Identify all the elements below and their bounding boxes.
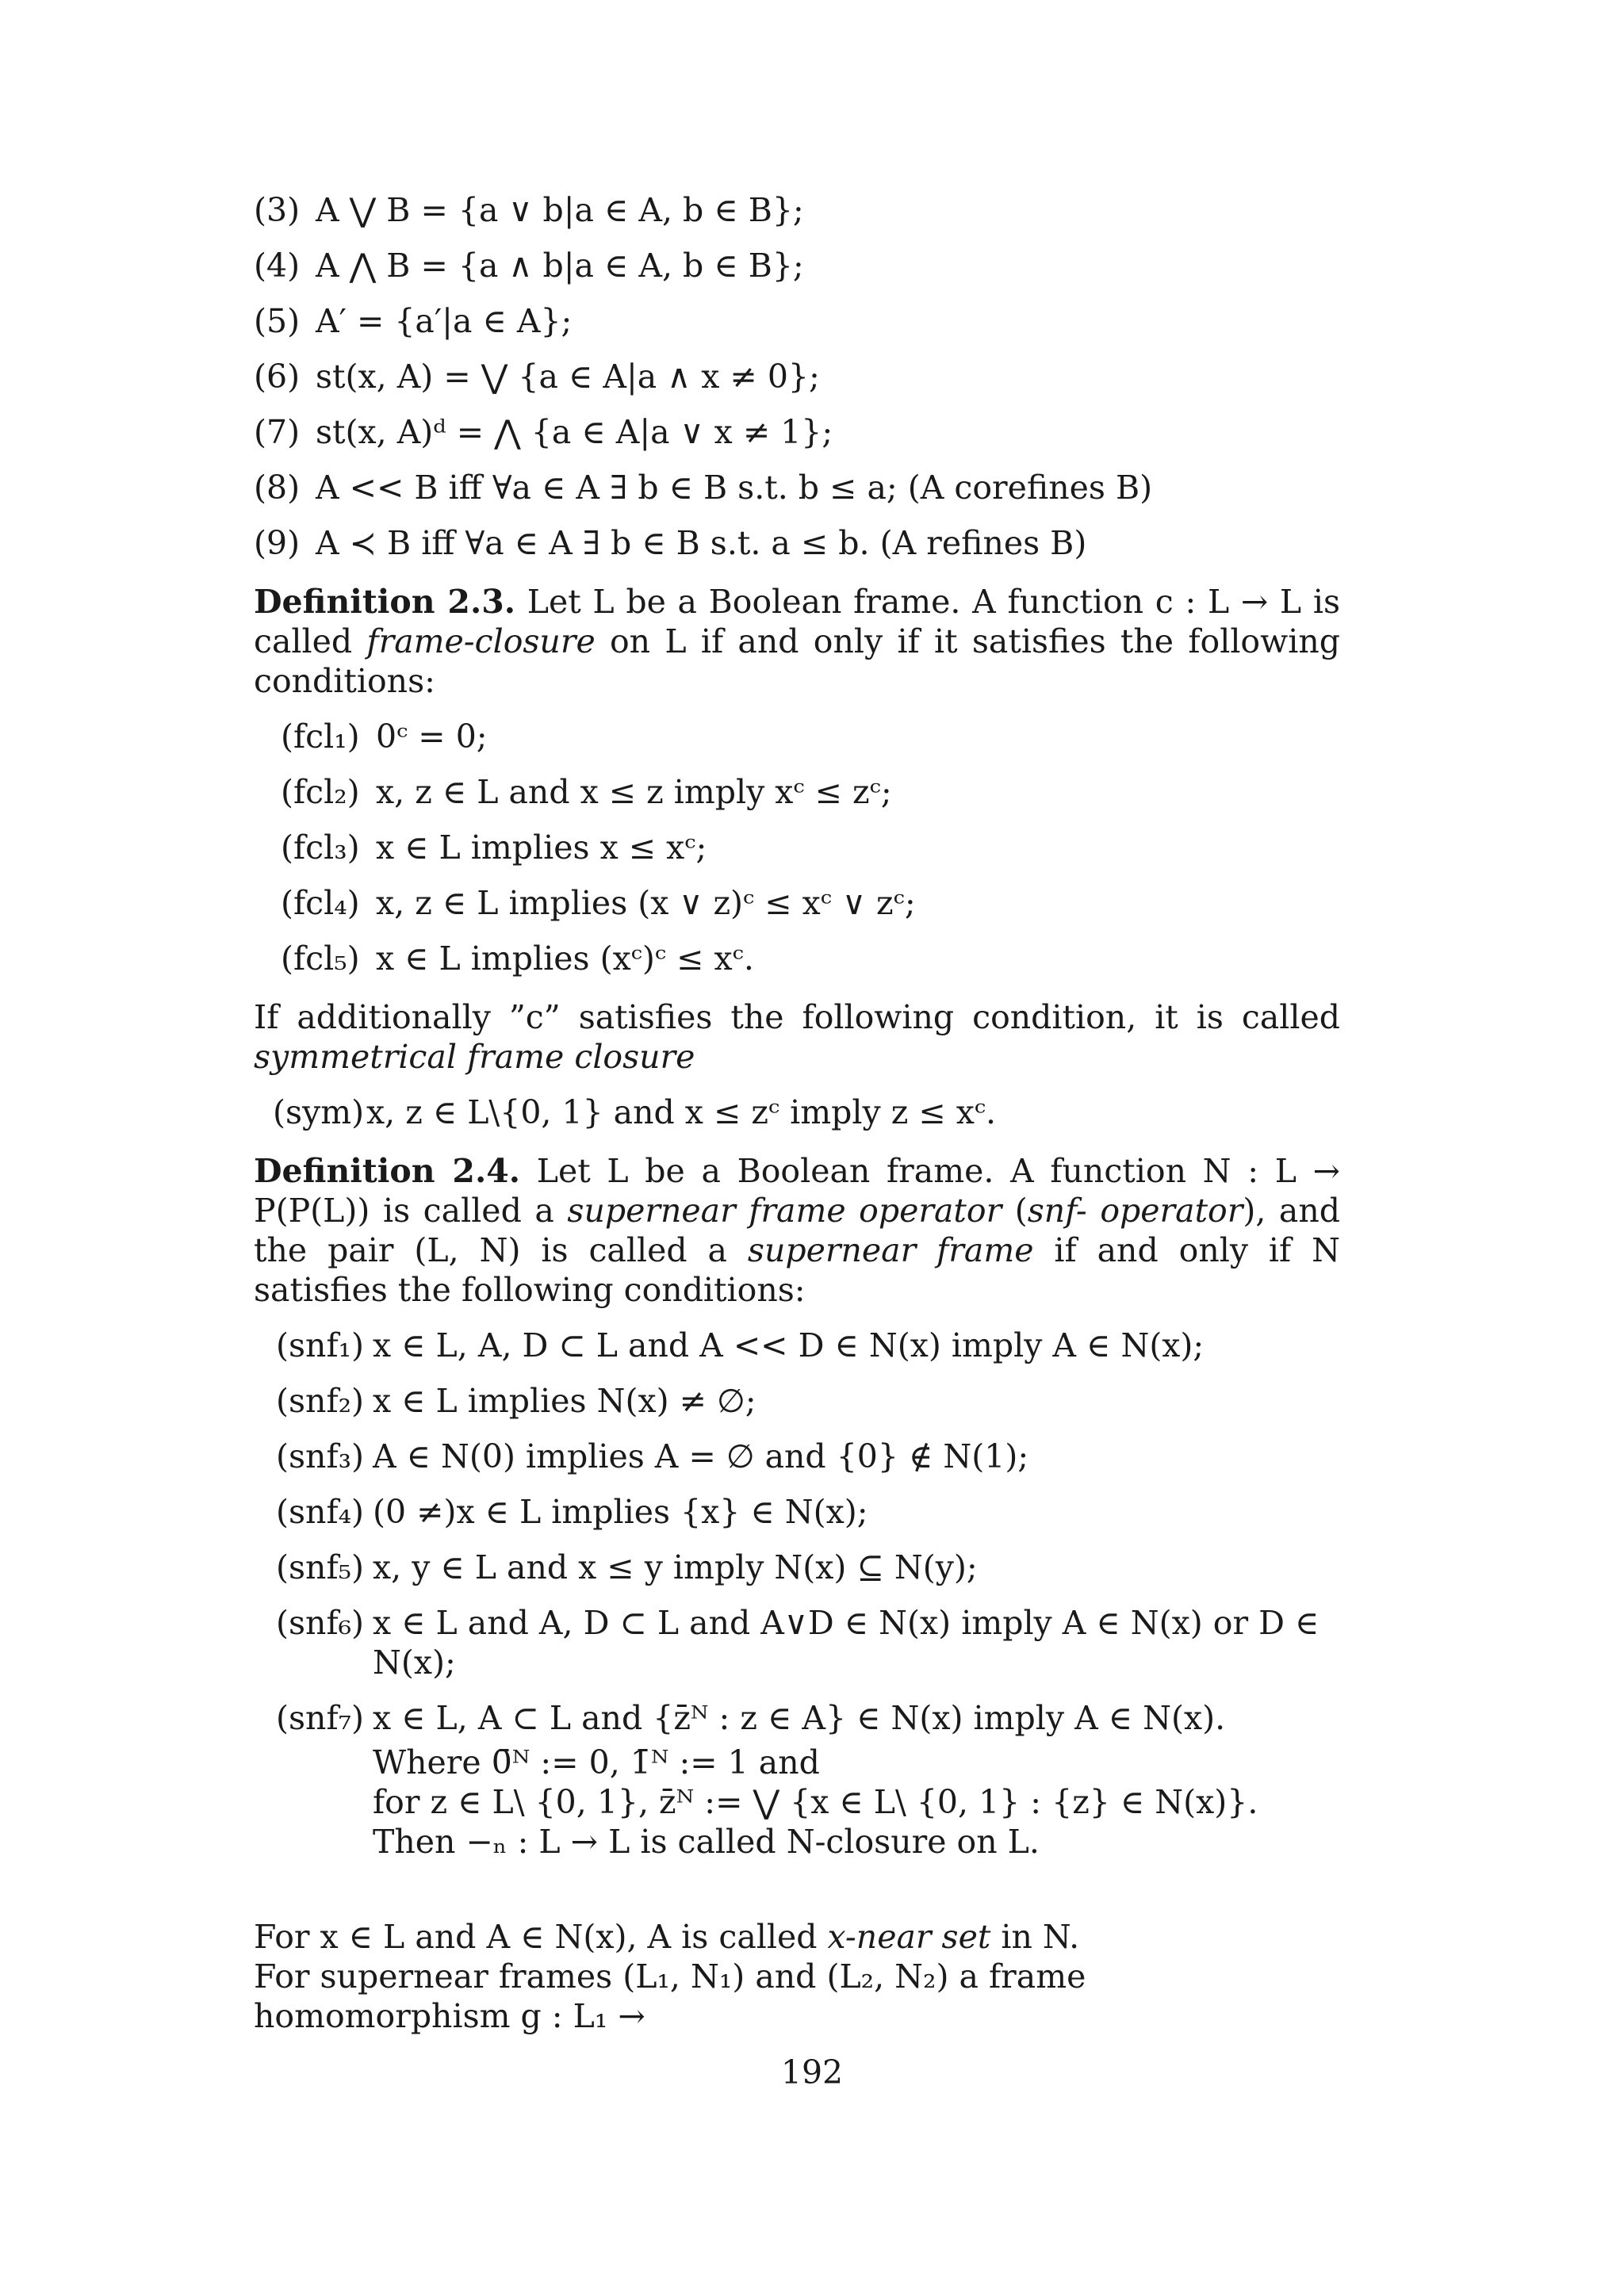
paragraph-text: If additionally ”c” satisfies the following condition, it is called bbox=[254, 998, 1340, 1036]
definition-2-4 bbox=[254, 1151, 1340, 1310]
item-text: A ⋀ B = {a ∧ b|a ∈ A, b ∈ B}; bbox=[316, 247, 804, 285]
continuation-line: for z ∈ L\ {0, 1}, z̄ᴺ := ⋁ {x ∈ L\ {0, 1} : {z} ∈ N(x)}. bbox=[373, 1783, 1258, 1821]
condition-text: x ∈ L and A, D ⊂ L and A∨D ∈ N(x) imply A ∈ N(x) or D ∈ N(x); bbox=[373, 1604, 1320, 1682]
definition-text: Let L be a Boolean frame. A function N : L → P(P(L)) is called a bbox=[254, 1152, 1340, 1230]
condition-text: x, y ∈ L and x ≤ y imply N(x) ⊆ N(y); bbox=[373, 1548, 978, 1586]
continuation-line: Where 0̄ᴺ := 0, 1̄ᴺ := 1 and bbox=[373, 1743, 820, 1781]
closing-line: For supernear frames (L₁, N₁) and (L₂, N₂) a frame homomorphism g : L₁ → bbox=[254, 1957, 1086, 2035]
item-text: st(x, A) = ⋁ {a ∈ A|a ∧ x ≠ 0}; bbox=[316, 358, 820, 396]
condition-item bbox=[254, 1381, 1340, 1421]
condition-text: (0 ≠)x ∈ L implies {x} ∈ N(x); bbox=[373, 1493, 868, 1531]
condition-text: x, z ∈ L and x ≤ z imply xᶜ ≤ zᶜ; bbox=[376, 773, 892, 811]
definition-text: ( bbox=[1002, 1192, 1028, 1230]
condition-label: (fcl₃) bbox=[281, 828, 360, 867]
paragraph-text: For x ∈ L and A ∈ N(x), A is called bbox=[254, 1918, 828, 1956]
condition-label: (snf₇) bbox=[276, 1699, 365, 1737]
defined-term: x-near set bbox=[827, 1918, 991, 1956]
definition-label: Definition 2.4. bbox=[254, 1152, 521, 1190]
sym-condition bbox=[254, 1093, 1340, 1132]
condition-text: 0ᶜ = 0; bbox=[376, 718, 488, 756]
defined-term: frame-closure bbox=[366, 622, 596, 660]
condition-item bbox=[254, 1326, 1340, 1365]
condition-label: (snf₃) bbox=[276, 1437, 365, 1475]
condition-label: (fcl₅) bbox=[281, 939, 360, 978]
page-number: 192 bbox=[780, 2053, 844, 2091]
item-number: (3) bbox=[254, 191, 301, 229]
symmetry-paragraph bbox=[254, 997, 1340, 1077]
paragraph-text: in N. bbox=[990, 1918, 1080, 1956]
definition-text: if and only if N satisfies the following conditions: bbox=[254, 1231, 1341, 1309]
defined-term: supernear frame operator bbox=[567, 1192, 1002, 1230]
fcl-conditions bbox=[254, 717, 1340, 978]
closing-paragraph bbox=[254, 1917, 1340, 2036]
list-item bbox=[254, 468, 1340, 507]
condition-text: x ∈ L, A ⊂ L and {z̄ᴺ : z ∈ A} ∈ N(x) imply A ∈ N(x). bbox=[373, 1699, 1226, 1737]
document-body bbox=[254, 190, 1340, 2036]
condition-label: (snf₄) bbox=[276, 1493, 365, 1531]
item-number: (9) bbox=[254, 524, 301, 562]
condition-label: (fcl₂) bbox=[281, 773, 360, 811]
item-text: A′ = {a′|a ∈ A}; bbox=[316, 302, 573, 340]
item-text: A ⋁ B = {a ∨ b|a ∈ A, b ∈ B}; bbox=[316, 191, 804, 229]
condition-label: (fcl₄) bbox=[281, 884, 360, 922]
condition-label: (snf₅) bbox=[276, 1548, 365, 1586]
condition-text: x, z ∈ L\{0, 1} and x ≤ zᶜ imply z ≤ xᶜ. bbox=[366, 1093, 997, 1131]
list-item bbox=[254, 357, 1340, 396]
list-item bbox=[254, 412, 1340, 452]
condition-item bbox=[254, 883, 1340, 923]
definition-text: Let L be a Boolean frame. A function c : L → L is called bbox=[254, 583, 1340, 660]
defined-term: supernear frame bbox=[747, 1231, 1034, 1269]
snf-conditions bbox=[254, 1326, 1340, 1862]
definition-text: on L if and only if it satisfies the following conditions: bbox=[254, 622, 1340, 700]
closing-line bbox=[254, 1917, 1340, 1957]
list-item bbox=[254, 246, 1340, 285]
condition-item bbox=[254, 828, 1340, 867]
condition-text: x ∈ L implies x ≤ xᶜ; bbox=[376, 828, 707, 867]
condition-text: x ∈ L, A, D ⊂ L and A << D ∈ N(x) imply A ∈ N(x); bbox=[373, 1326, 1205, 1364]
condition-label: (snf₁) bbox=[276, 1326, 365, 1364]
list-item bbox=[254, 301, 1340, 341]
continuation-line: Then −ₙ : L → L is called N-closure on L. bbox=[373, 1823, 1040, 1861]
condition-label: (sym) bbox=[273, 1093, 365, 1131]
item-number: (4) bbox=[254, 247, 301, 285]
list-item bbox=[254, 190, 1340, 230]
list-item bbox=[254, 523, 1340, 563]
condition-item bbox=[254, 939, 1340, 978]
condition-item bbox=[254, 717, 1340, 756]
item-text: A ≺ B iff ∀a ∈ A ∃ b ∈ B s.t. a ≤ b. (A refines B) bbox=[316, 524, 1087, 562]
item-number: (5) bbox=[254, 302, 301, 340]
defined-term: snf- operator bbox=[1027, 1192, 1243, 1230]
condition-item bbox=[254, 1698, 1340, 1738]
condition-item bbox=[254, 772, 1340, 812]
item-text: st(x, A)ᵈ = ⋀ {a ∈ A|a ∨ x ≠ 1}; bbox=[316, 413, 833, 451]
condition-label: (fcl₁) bbox=[281, 718, 360, 756]
condition-item bbox=[254, 1548, 1340, 1587]
item-number: (7) bbox=[254, 413, 301, 451]
item-text: A << B iff ∀a ∈ A ∃ b ∈ B s.t. b ≤ a; (A corefines B) bbox=[316, 469, 1153, 507]
item-number: (8) bbox=[254, 469, 301, 507]
definition-2-3 bbox=[254, 582, 1340, 701]
snf7-continuation bbox=[373, 1743, 1340, 1862]
condition-item bbox=[254, 1603, 1340, 1682]
condition-item bbox=[254, 1492, 1340, 1532]
condition-label: (snf₆) bbox=[276, 1604, 365, 1642]
condition-text: x ∈ L implies N(x) ≠ ∅; bbox=[373, 1382, 756, 1420]
definition-label: Definition 2.3. bbox=[254, 583, 516, 621]
condition-text: A ∈ N(0) implies A = ∅ and {0} ∉ N(1); bbox=[373, 1437, 1029, 1475]
condition-text: x ∈ L implies (xᶜ)ᶜ ≤ xᶜ. bbox=[376, 939, 754, 978]
condition-text: x, z ∈ L implies (x ∨ z)ᶜ ≤ xᶜ ∨ zᶜ; bbox=[376, 884, 916, 922]
item-number: (6) bbox=[254, 358, 301, 396]
properties-list bbox=[254, 190, 1340, 563]
condition-label: (snf₂) bbox=[276, 1382, 365, 1420]
condition-item bbox=[254, 1437, 1340, 1476]
defined-term: symmetrical frame closure bbox=[254, 1038, 695, 1076]
definition-text: ), and the pair (L, N) is called a bbox=[254, 1192, 1341, 1269]
